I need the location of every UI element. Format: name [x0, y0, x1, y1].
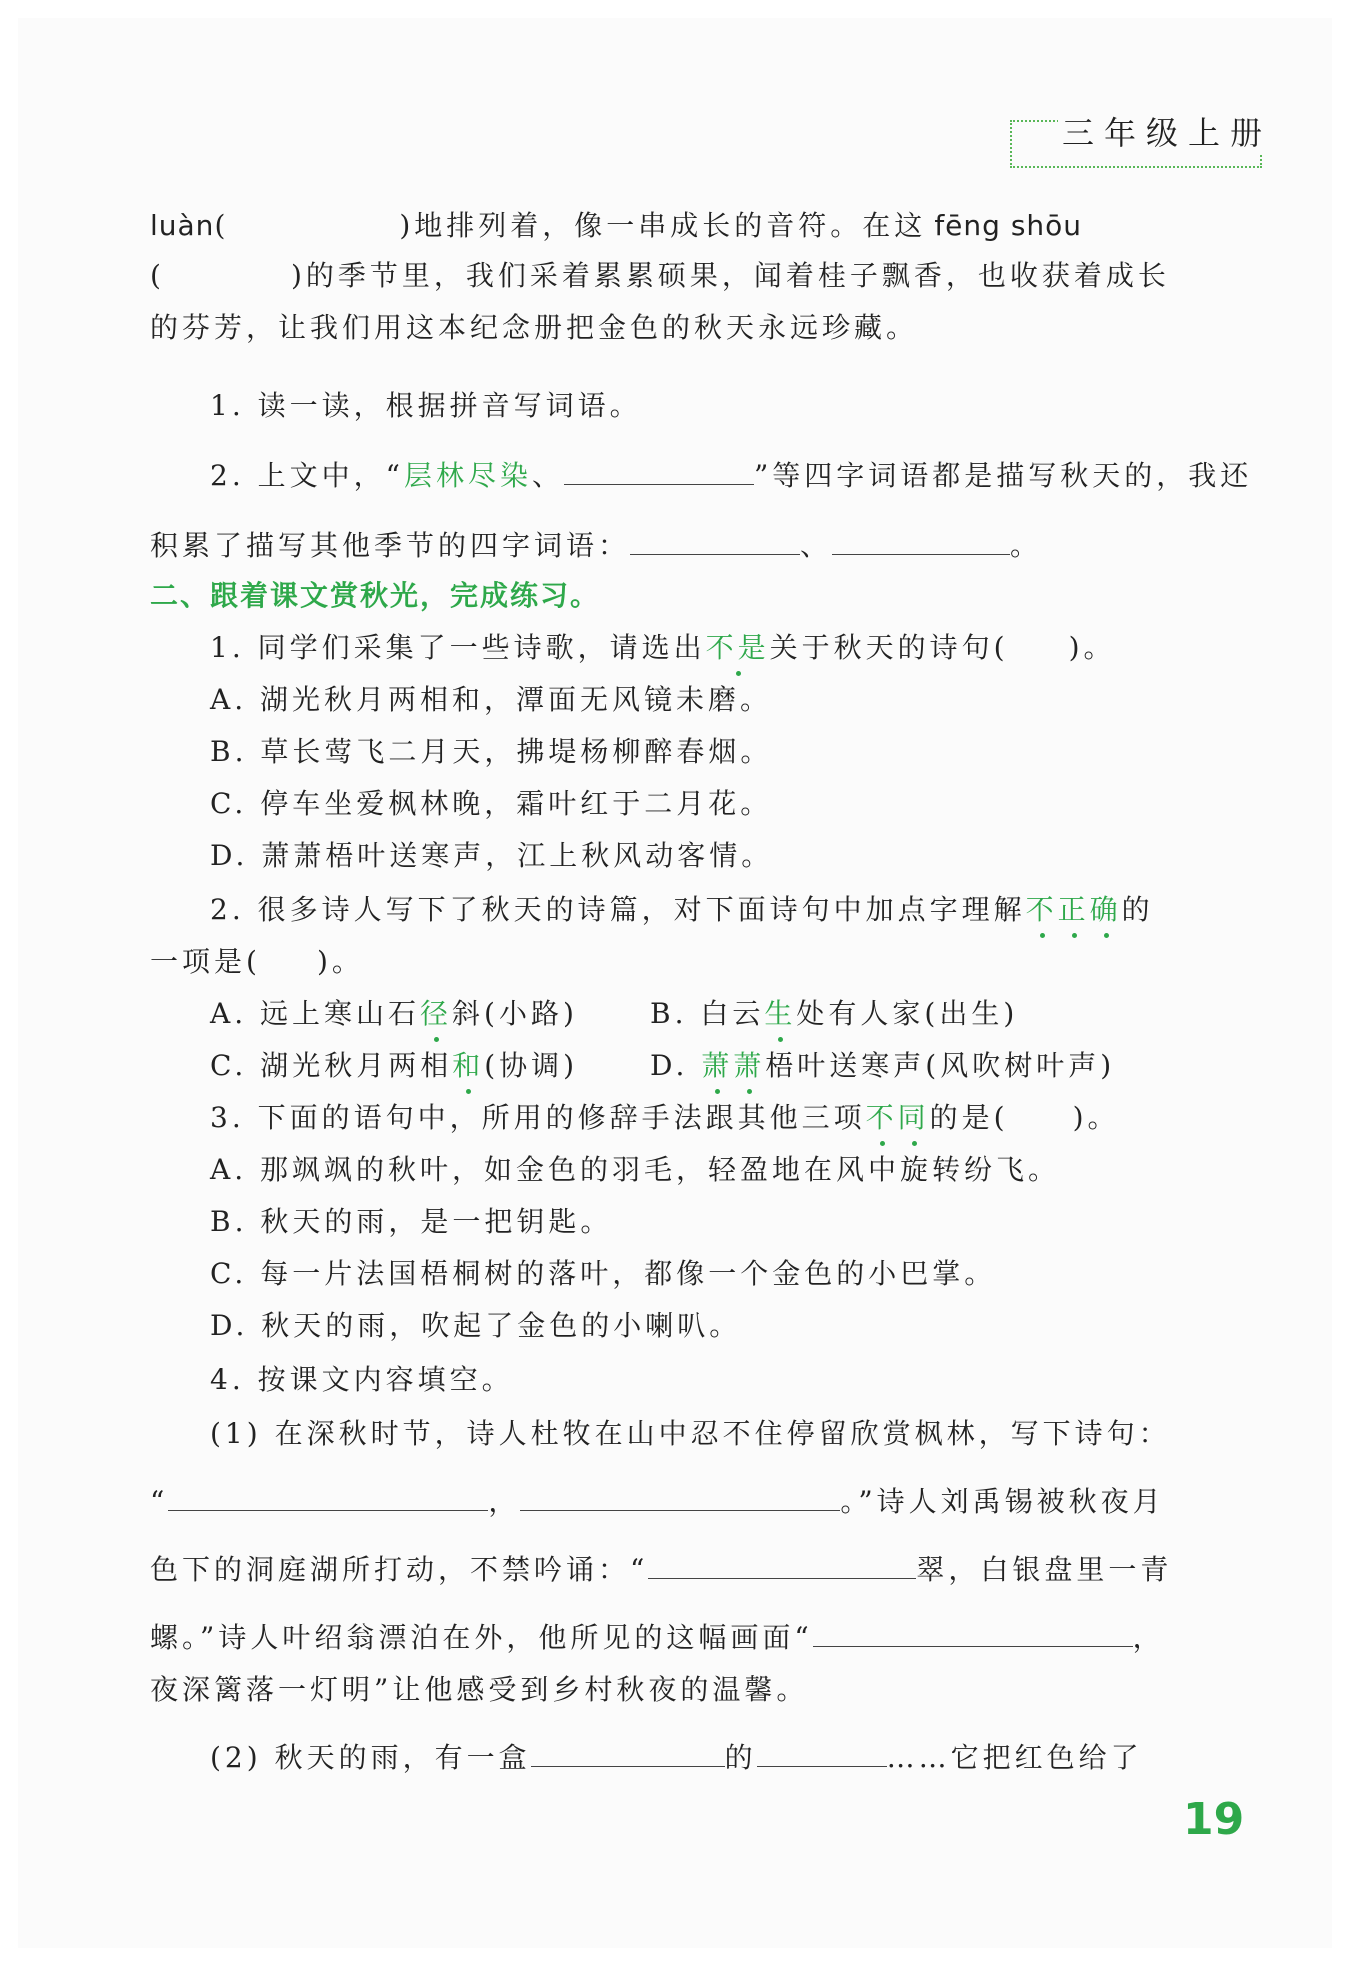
q3-option-b: B. 秋天的雨，是一把钥匙。: [210, 1205, 613, 1238]
q3-stem: [210, 1098, 1120, 1138]
q1-option-a: A. 湖光秋月两相和，潭面无风镜未磨。: [210, 683, 773, 716]
q1-emphasis: [706, 631, 770, 664]
idiom-line2-text: 积累了描写其他季节的四字词语：: [150, 529, 631, 562]
section-2-title: 二、跟着课文赏秋光，完成练习。: [150, 579, 601, 612]
q4-p1-line-2: [150, 1482, 1165, 1522]
q4-blank-6[interactable]: [757, 1740, 887, 1767]
q1-option-b: B. 草长莺飞二月天，拂堤杨柳醉春烟。: [210, 735, 773, 768]
q2-d-pre: D.: [650, 1049, 702, 1082]
q4-p2-pre: (2) 秋天的雨，有一盒: [210, 1741, 531, 1774]
q2-b-key: 生: [764, 994, 796, 1034]
q2-b-pre: B. 白云: [650, 997, 765, 1030]
question-idiom-line-2: [150, 526, 1042, 566]
grade-label: 三年级上册: [1058, 108, 1276, 154]
q4-p2-line-1: [210, 1738, 1143, 1778]
q2-d-key: 萧萧: [701, 1049, 765, 1082]
idiom-mid: 、: [531, 459, 564, 492]
q2-a-post: 斜(小路): [452, 997, 578, 1030]
idiom-post: ”等四字词语都是描写秋天的，我还: [753, 459, 1253, 492]
q2-option-b: [650, 994, 1018, 1034]
q1-stem: [210, 628, 1116, 668]
idiom-blank-3[interactable]: [832, 528, 1010, 555]
q2-a-pre: A. 远上寒山石: [210, 997, 421, 1030]
q2-stem-line-2: [150, 942, 364, 982]
q4-l4-post: ，: [1132, 1621, 1165, 1654]
idiom-example: 层林尽染: [403, 459, 532, 492]
q4-p2-mid: 的: [724, 1741, 757, 1774]
q4-p1-line-4: [150, 1618, 1165, 1658]
q4-p1-line-1: (1) 在深秋时节，诗人杜牧在山中忍不住停留欣赏枫林，写下诗句：: [210, 1417, 1171, 1450]
q1-option-d: D. 萧萧梧叶送寒声，江上秋风动客情。: [210, 839, 774, 872]
pinyin-luan: luàn: [150, 209, 215, 242]
idiom-blank-2[interactable]: [630, 528, 800, 555]
q4-stem: 4. 按课文内容填空。: [210, 1363, 514, 1396]
q2-a-key: 径: [420, 994, 452, 1034]
q2-stem-post: 的: [1121, 893, 1154, 926]
q4-l3-post: 翠，白银盘里一青: [916, 1553, 1173, 1586]
intro-text-1: )地排列着，像一串成长的音符。在这: [399, 209, 927, 242]
q1-stem-post: 关于秋天的诗句(: [769, 631, 1009, 664]
q4-blank-5[interactable]: [531, 1740, 725, 1767]
q2-b-post: 处有人家(出生): [796, 997, 1019, 1030]
q2-c-key: 和: [452, 1046, 484, 1086]
q4-blank-1[interactable]: [168, 1484, 488, 1511]
q4-l2-post: 。”诗人刘禹锡被秋夜月: [840, 1485, 1165, 1518]
q1-stem-pre: 1. 同学们采集了一些诗歌，请选出: [210, 631, 706, 664]
intro-line-1: luàn( )地排列着，像一串成长的音符。在这 fēng shōu: [150, 209, 1083, 242]
question-idiom-line-1: [210, 456, 1252, 496]
q3-option-c: C. 每一片法国梧桐树的落叶，都像一个金色的小巴掌。: [210, 1257, 997, 1290]
q1-emph-text: 不是: [706, 628, 770, 668]
q4-blank-4[interactable]: [813, 1620, 1133, 1647]
q2-c-pre: C. 湖光秋月两相: [210, 1049, 453, 1082]
q2-d-post: 梧叶送寒声(风吹树叶声): [765, 1049, 1116, 1082]
intro-line-3: 的芬芳，让我们用这本纪念册把金色的秋天永远珍藏。: [150, 311, 919, 344]
q4-open-quote: “: [150, 1485, 169, 1518]
q2-option-d: [650, 1046, 1115, 1086]
q2-emphasis: 不正确: [1026, 893, 1122, 926]
q2-stem: [210, 890, 1154, 930]
q4-l3-pre: 色下的洞庭湖所打动，不禁吟诵：“: [150, 1553, 649, 1586]
page-number: 19: [1183, 1794, 1245, 1845]
q3-stem-post: 的是(: [929, 1101, 1009, 1134]
q4-blank-2[interactable]: [520, 1484, 840, 1511]
q2-stem-pre: 2. 很多诗人写下了秋天的诗篇，对下面诗句中加点字理解: [210, 893, 1026, 926]
q2-c-post: (协调): [484, 1049, 579, 1082]
q4-comma: ，: [488, 1485, 521, 1518]
q4-l4-pre: 螺。”诗人叶绍翁漂泊在外，他所见的这幅画面“: [150, 1621, 813, 1654]
idiom-end: 。: [1010, 529, 1043, 562]
q3-stem-pre: 3. 下面的语句中，所用的修辞手法跟其他三项: [210, 1101, 866, 1134]
q4-blank-3[interactable]: [648, 1552, 916, 1579]
q1-stem-end: )。: [1068, 631, 1116, 664]
q1-option-c: C. 停车坐爱枫林晚，霜叶红于二月花。: [210, 787, 773, 820]
q2-line2-end: )。: [316, 945, 364, 978]
idiom-sep: 、: [800, 529, 833, 562]
q3-emphasis: 不同: [866, 1101, 930, 1134]
q2-option-c: [210, 1046, 578, 1086]
q3-option-d: D. 秋天的雨，吹起了金色的小喇叭。: [210, 1309, 742, 1342]
q4-p1-line-3: [150, 1550, 1172, 1590]
idiom-blank-1[interactable]: [564, 458, 754, 485]
q3-stem-end: )。: [1072, 1101, 1120, 1134]
question-read: 1. 读一读，根据拼音写词语。: [210, 389, 642, 422]
intro-text-2: )的季节里，我们采着累累硕果，闻着桂子飘香，也收获着成长: [290, 259, 1170, 292]
q4-p1-line-5: 夜深篱落一灯明”让他感受到乡村秋夜的温馨。: [150, 1673, 809, 1706]
q2-option-a: [210, 994, 578, 1034]
intro-line-2: ( )的季节里，我们采着累累硕果，闻着桂子飘香，也收获着成长: [150, 259, 1170, 292]
q4-p2-post: ……它把红色给了: [886, 1741, 1143, 1774]
pinyin-fengshou: fēng shōu: [934, 209, 1083, 242]
idiom-pre: 2. 上文中，“: [210, 459, 404, 492]
q3-option-a: A. 那飒飒的秋叶，如金色的羽毛，轻盈地在风中旋转纷飞。: [210, 1153, 1061, 1186]
q2-line2-pre: 一项是(: [150, 945, 261, 978]
